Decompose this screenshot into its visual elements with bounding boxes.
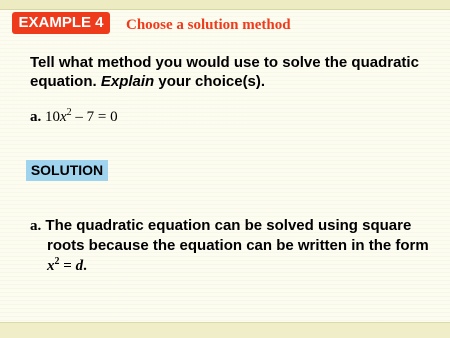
header-title: Choose a solution method	[126, 17, 291, 33]
answer-equals: =	[59, 258, 76, 274]
problem-prompt	[30, 53, 440, 91]
part-a-rest: – 7 = 0	[71, 109, 118, 125]
answer-var-x: x	[47, 258, 55, 274]
part-a-coefficient: 10	[41, 109, 60, 125]
answer-var-d: d	[75, 258, 84, 274]
answer-line-1	[30, 216, 445, 236]
part-a-exponent: 2	[66, 107, 72, 118]
answer-label: a.	[30, 218, 42, 234]
answer-line-2: roots because the equation can be written in the form	[47, 237, 429, 254]
prompt-line-2-start: equation.	[30, 73, 101, 90]
solution-answer	[30, 216, 445, 276]
top-band	[0, 0, 450, 9]
part-a-variable: x	[60, 109, 67, 125]
part-a-equation	[30, 108, 118, 127]
top-band-divider	[0, 9, 450, 10]
prompt-line-1: Tell what method you would use to solve the quadratic	[30, 54, 419, 71]
prompt-explain-word: Explain	[100, 73, 155, 90]
answer-exponent: 2	[54, 256, 60, 267]
prompt-line-2-end: your choice(s).	[154, 73, 266, 90]
answer-line-3	[30, 256, 445, 276]
bottom-band	[0, 323, 450, 338]
part-a-label: a.	[30, 109, 42, 125]
answer-period: .	[83, 258, 87, 274]
solution-badge: SOLUTION	[26, 160, 108, 181]
answer-text-1: The quadratic equation can be solved using square	[41, 217, 412, 234]
example-badge: EXAMPLE 4	[12, 12, 110, 34]
